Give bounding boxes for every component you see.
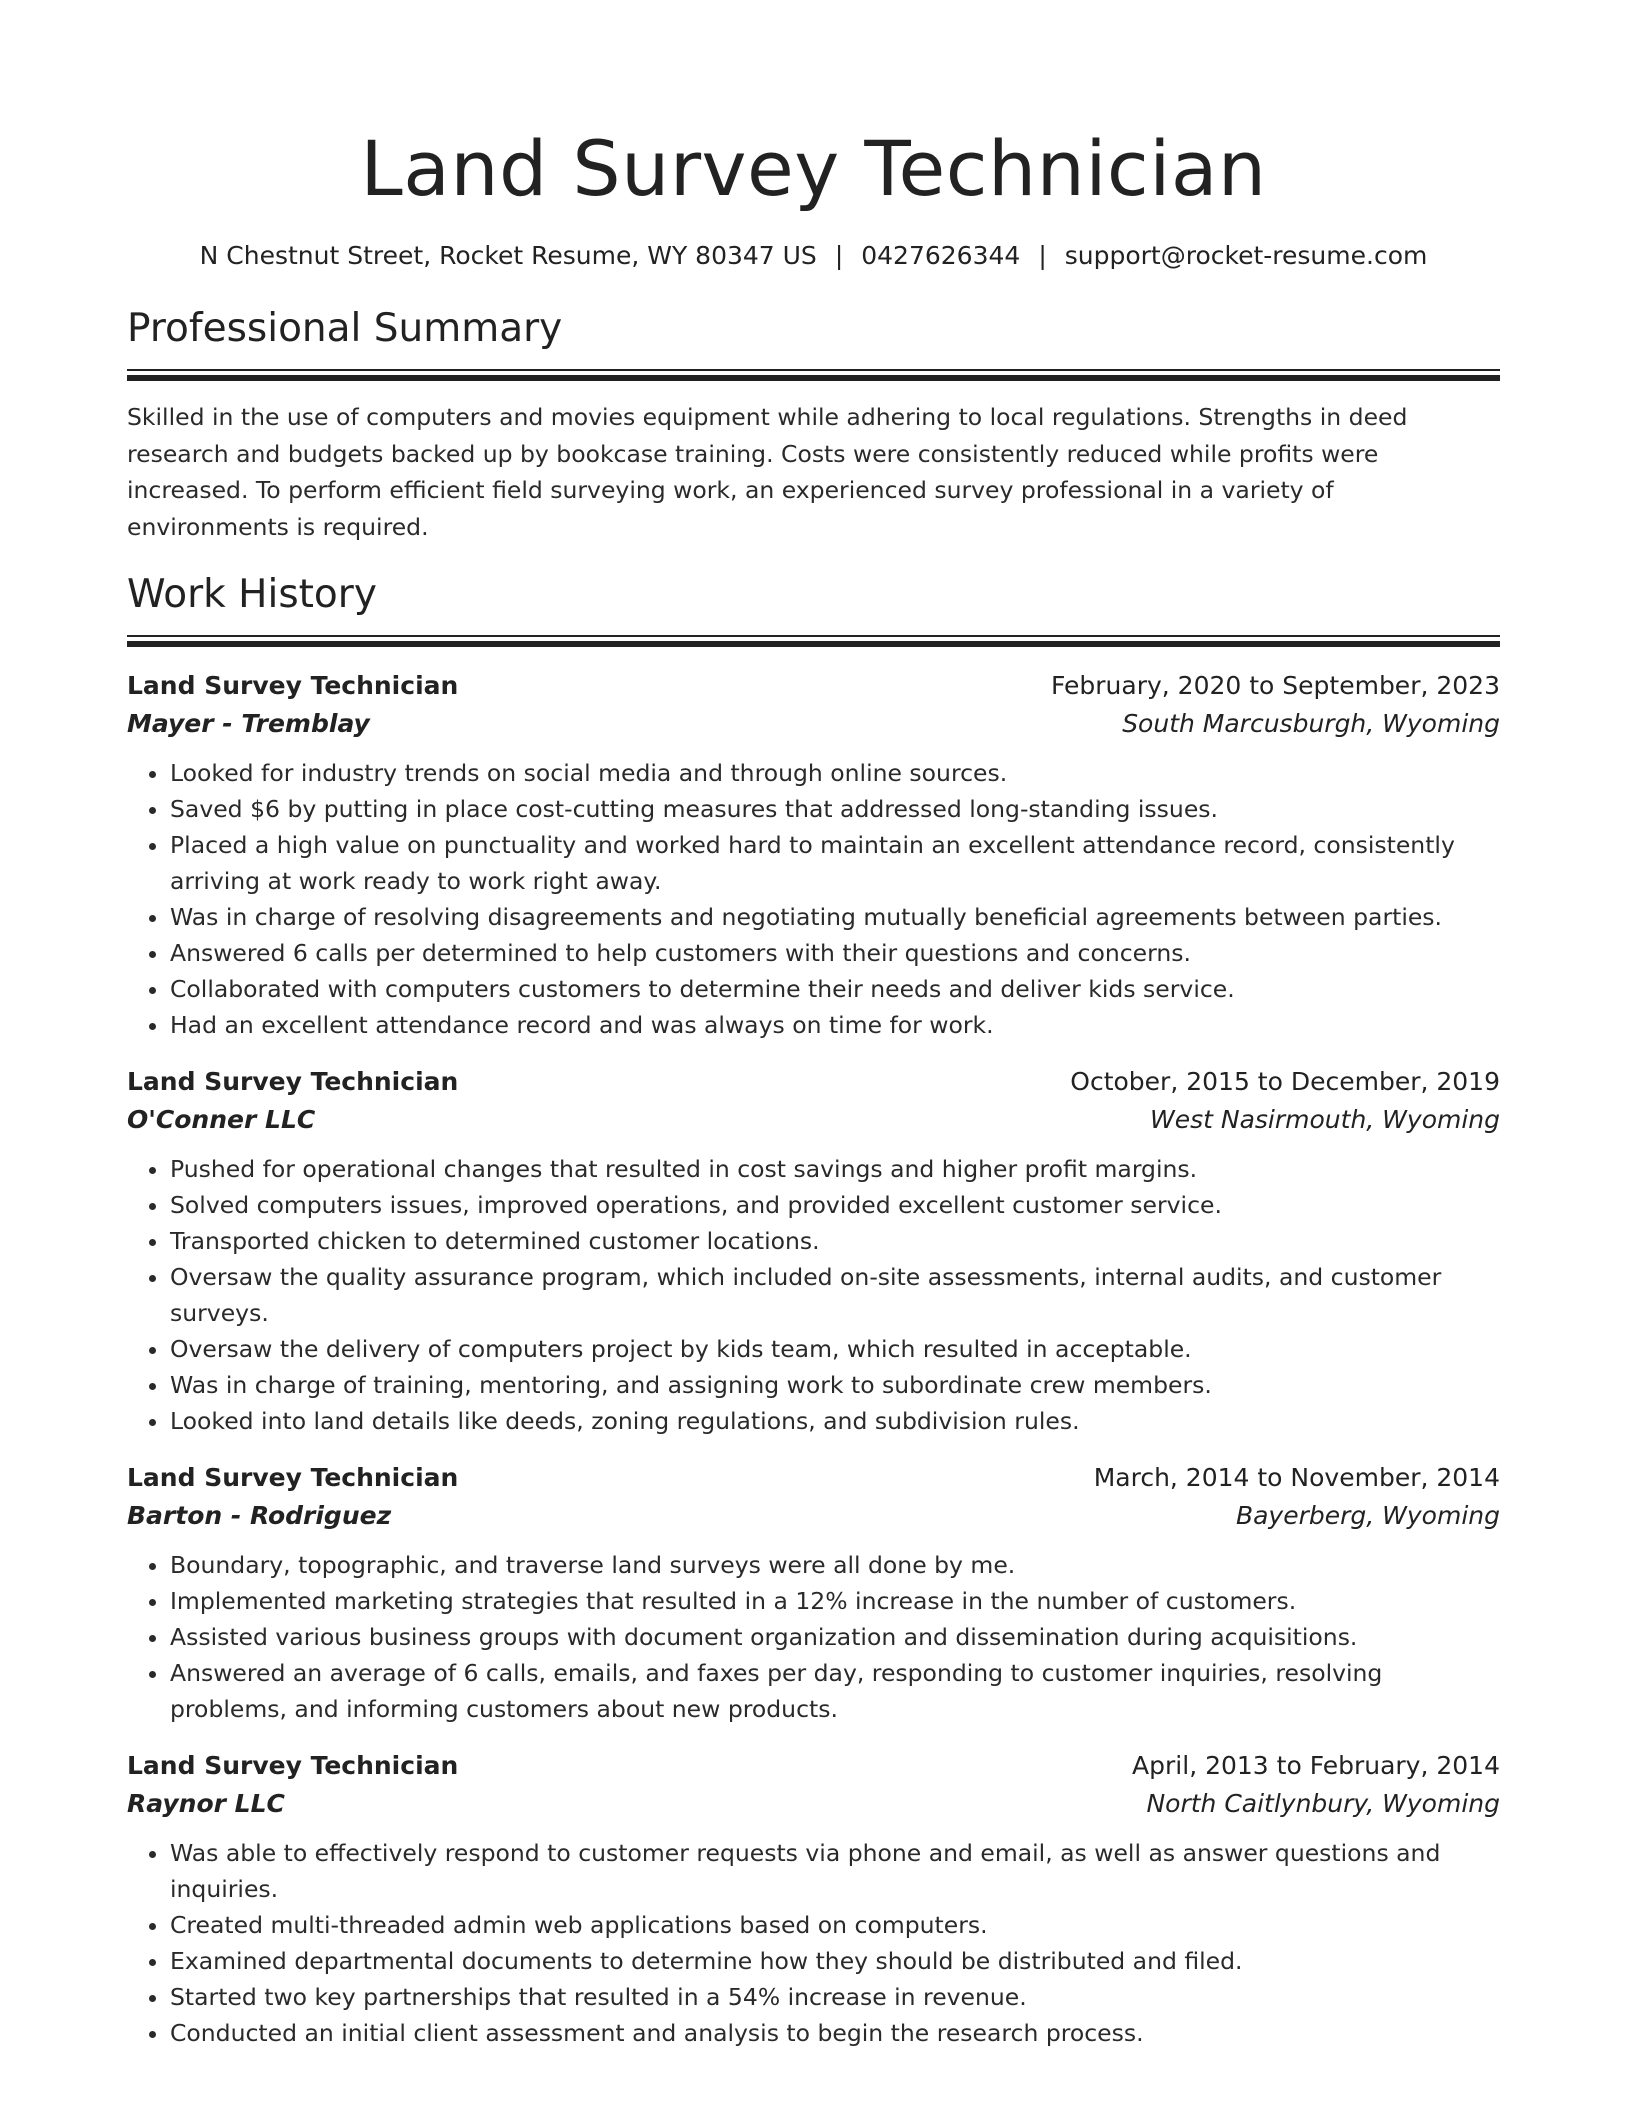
job-entry [127,1063,1500,1439]
job-header [127,1747,1500,1785]
job-bullet: • Oversaw the delivery of computers project by kids team, which resulted in acceptable. [170,1331,1500,1367]
job-header [127,1063,1500,1101]
job-bullet: • Examined departmental documents to determine how they should be distributed and filed. [170,1943,1500,1979]
contact-phone: 0427626344 [861,241,1021,270]
job-bullet: • Solved computers issues, improved operations, and provided excellent customer service. [170,1187,1500,1223]
job-company: Barton - Rodriguez [127,1500,392,1530]
contact-line [127,239,1500,273]
job-dates: October, 2015 to December, 2019 [1070,1066,1500,1096]
job-company: O'Conner LLC [127,1104,316,1134]
job-subheader [127,705,1500,743]
job-bullet: • Collaborated with computers customers to determine their needs and deliver kids service. [170,971,1500,1007]
contact-address: N Chestnut Street, Rocket Resume, WY 80347 US [199,241,817,270]
job-bullet: • Pushed for operational changes that resulted in cost savings and higher profit margins. [170,1151,1500,1187]
contact-email: support@rocket-resume.com [1064,241,1428,270]
section-divider [127,369,1500,381]
job-title: Land Survey Technician [127,1066,459,1096]
job-dates: April, 2013 to February, 2014 [1132,1750,1500,1780]
job-title: Land Survey Technician [127,1750,459,1780]
job-bullet: • Looked for industry trends on social media and through online sources. [170,755,1500,791]
job-company: Raynor LLC [127,1788,285,1818]
job-bullet: • Had an excellent attendance record and was always on time for work. [170,1007,1500,1043]
page-title: Land Survey Technician [360,124,1267,213]
job-bullets [127,1835,1500,2051]
job-bullet: • Answered 6 calls per determined to help customers with their questions and concerns. [170,935,1500,971]
job-bullet: • Implemented marketing strategies that resulted in a 12% increase in the number of customers. [170,1583,1500,1619]
job-location: West Nasirmouth, Wyoming [1150,1104,1500,1134]
job-dates: February, 2020 to September, 2023 [1051,670,1500,700]
job-entry [127,1747,1500,2051]
section-divider [127,635,1500,647]
job-bullets [127,1547,1500,1727]
contact-separator: | [834,241,844,270]
job-location: South Marcusburgh, Wyoming [1122,708,1500,738]
job-bullet: • Looked into land details like deeds, zoning regulations, and subdivision rules. [170,1403,1500,1439]
job-bullet: • Was in charge of training, mentoring, and assigning work to subordinate crew members. [170,1367,1500,1403]
job-location: Bayerberg, Wyoming [1235,1500,1500,1530]
job-subheader [127,1785,1500,1823]
job-bullet: • Boundary, topographic, and traverse land surveys were all done by me. [170,1547,1500,1583]
job-entry [127,667,1500,1043]
job-dates: March, 2014 to November, 2014 [1093,1462,1500,1492]
job-company: Mayer - Tremblay [127,708,370,738]
job-bullet: • Was able to effectively respond to customer requests via phone and email, as well as answer questions and inquiries. [170,1835,1500,1907]
job-bullet: • Oversaw the quality assurance program, which included on-site assessments, internal audits, and customer surveys. [170,1259,1500,1331]
job-bullet: • Answered an average of 6 calls, emails, and faxes per day, responding to customer inquiries, resolving problems, and informing customers about new products. [170,1655,1500,1727]
job-bullets [127,1151,1500,1439]
job-bullet: • Created multi-threaded admin web applications based on computers. [170,1907,1500,1943]
job-title: Land Survey Technician [127,670,459,700]
job-bullet: • Assisted various business groups with document organization and dissemination during acquisitions. [170,1619,1500,1655]
job-bullet: • Placed a high value on punctuality and worked hard to maintain an excellent attendance record, consistently arriving at work ready to work right away. [170,827,1500,899]
section-title-summary: Professional Summary [127,306,563,351]
job-bullet: • Transported chicken to determined customer locations. [170,1223,1500,1259]
job-entry [127,1459,1500,1727]
job-header [127,667,1500,705]
job-bullet: • Conducted an initial client assessment and analysis to begin the research process. [170,2015,1500,2051]
job-bullet: • Was in charge of resolving disagreements and negotiating mutually beneficial agreements between parties. [170,899,1500,935]
job-subheader [127,1101,1500,1139]
job-bullet: • Started two key partnerships that resulted in a 54% increase in revenue. [170,1979,1500,2015]
job-bullets [127,755,1500,1043]
section-title-work-history: Work History [127,571,377,617]
job-title: Land Survey Technician [127,1462,459,1492]
job-header [127,1459,1500,1497]
job-subheader [127,1497,1500,1535]
job-bullet: • Saved $6 by putting in place cost-cutting measures that addressed long-standing issues. [170,791,1500,827]
contact-separator: | [1038,241,1047,270]
job-location: North Caitlynbury, Wyoming [1146,1788,1500,1818]
summary-text: Skilled in the use of computers and movies equipment while adhering to local regulations. Strengths in deed research and budgets backed up by bookcase training. Costs were consistently reduced while profits were increased. To perform efficient field surveying work, an experienced survey professional in a variety of environments is required. [127,403,1408,541]
